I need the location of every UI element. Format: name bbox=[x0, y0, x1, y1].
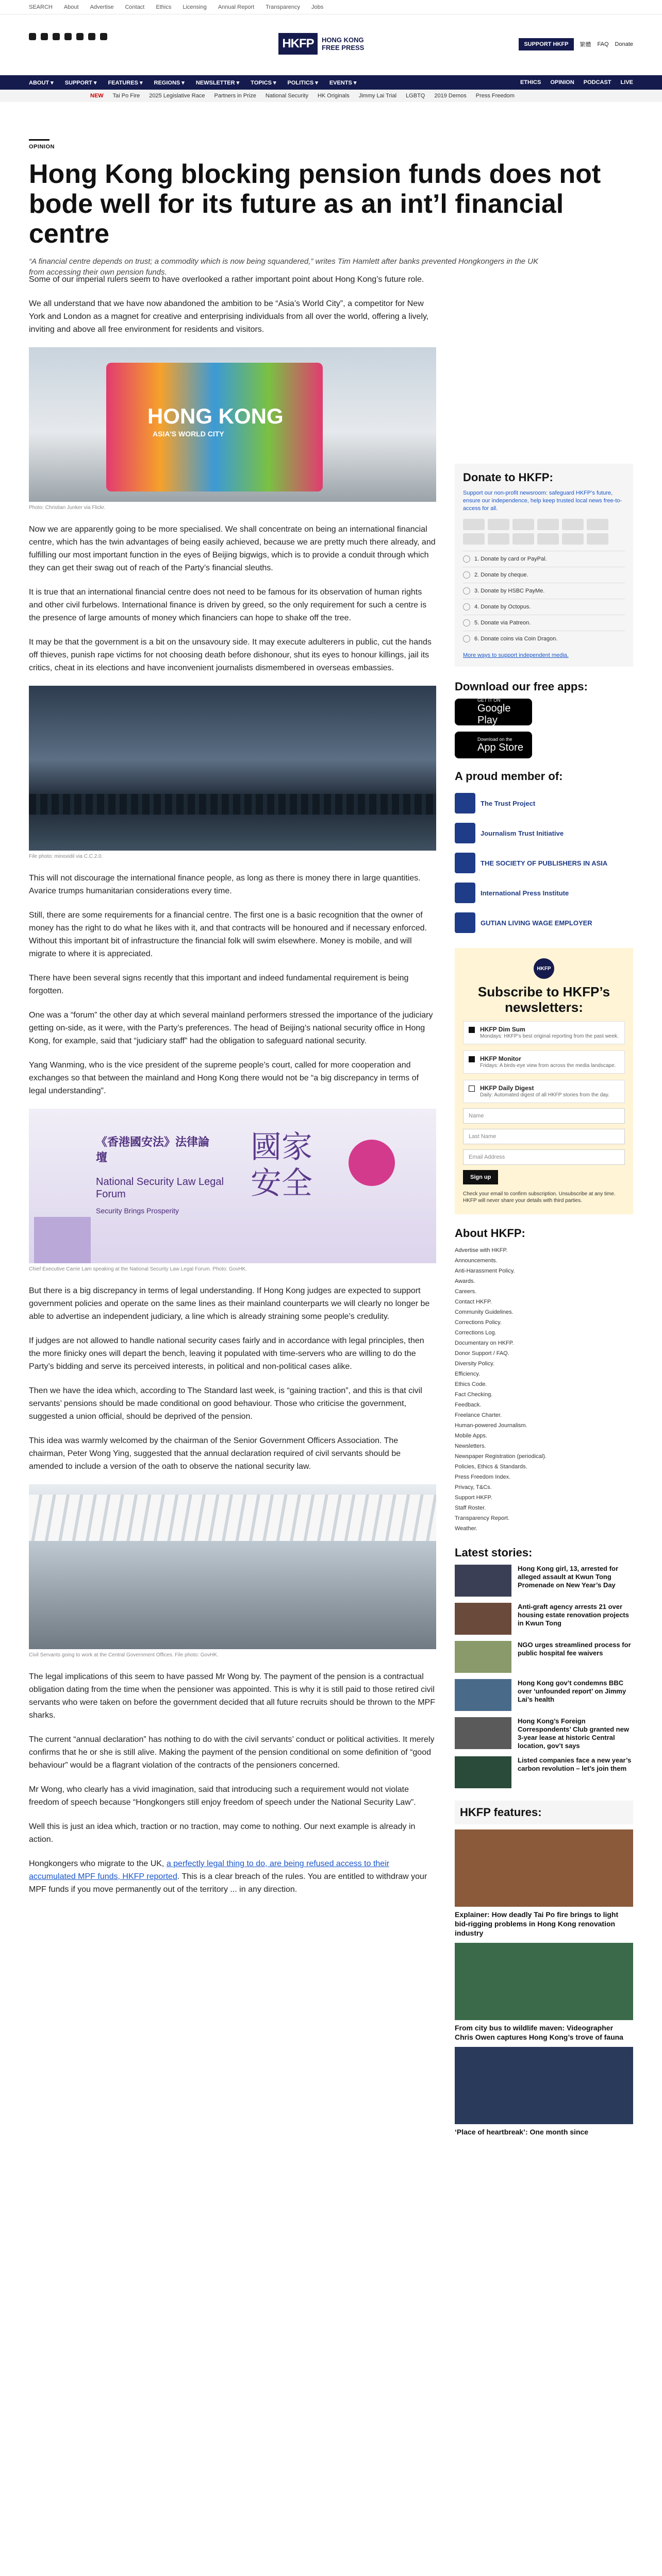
topbar-link-search[interactable]: SEARCH bbox=[29, 4, 53, 10]
bauhinia-flower bbox=[349, 1140, 395, 1186]
newsletter-desc: Daily: Automated digest of all HKFP stories from the day. bbox=[480, 1092, 609, 1098]
donate-option[interactable]: 5. Donate via Patreon. bbox=[463, 615, 625, 631]
member-logo-icon bbox=[455, 912, 475, 933]
article-figure bbox=[29, 686, 436, 859]
about-section bbox=[455, 1227, 633, 1534]
canopy-structure bbox=[29, 1495, 436, 1541]
article-paragraph: Yang Wanming, who is the vice president of the supreme people’s court, called for more cooperation and exchanges so that between the mainland and Hong Kong there would not be “a big discrepancy in terms of legal understanding”. bbox=[29, 1061, 419, 1095]
feature-thumbnail[interactable] bbox=[455, 2047, 633, 2124]
sidebar bbox=[455, 464, 633, 2137]
amex-icon bbox=[512, 519, 534, 530]
latest-story[interactable] bbox=[455, 1756, 633, 1788]
feature-story[interactable] bbox=[455, 1829, 633, 1938]
story-thumbnail[interactable] bbox=[455, 1641, 511, 1673]
youtube-icon[interactable] bbox=[64, 33, 72, 40]
about-link[interactable]: Press Freedom Index. bbox=[455, 1474, 511, 1480]
about-link[interactable]: Careers. bbox=[455, 1289, 477, 1295]
top-utility-bar bbox=[0, 0, 662, 14]
story-title[interactable]: Anti-graft agency arrests 21 over housing estate renovation projects in Kwun Tong bbox=[518, 1603, 629, 1627]
subnav-item-tai-po-fire[interactable]: Tai Po Fire bbox=[112, 93, 140, 99]
app-store-label: App Store bbox=[477, 741, 523, 753]
donate-text: Support our non-profit newsroom: safeguard HKFP’s future, ensure our independence, help keep trusted local news free-to-access for all. bbox=[463, 490, 622, 512]
latest-story[interactable] bbox=[455, 1565, 633, 1597]
nav-item-topics[interactable]: TOPICS ▾ bbox=[251, 80, 276, 86]
member-name: GUTIAN LIVING WAGE EMPLOYER bbox=[481, 919, 592, 927]
article-paragraph: It may be that the government is a bit on the unsavoury side. It may execute adulterers in public, cut the hands off thieves, punish rape victims for not choosing death before dishonour, shut its eyes to honour killings, jail its critics, cheat in its elections and have inconvenient journalists dismembered in overseas embassies. bbox=[29, 638, 432, 672]
image-caption: Photo: Christian Junker via Flickr. bbox=[29, 505, 106, 511]
about-link[interactable]: Anti-Harassment Policy. bbox=[455, 1268, 515, 1274]
latest-story[interactable] bbox=[455, 1641, 633, 1673]
nav-item-features[interactable]: FEATURES ▾ bbox=[108, 80, 143, 86]
donate-option[interactable]: 2. Donate by cheque. bbox=[463, 567, 625, 583]
signup-button[interactable]: Sign up bbox=[463, 1170, 498, 1184]
about-link[interactable]: Support HKFP. bbox=[455, 1495, 492, 1501]
subnav-item-hk-originals[interactable]: HK Originals bbox=[317, 93, 350, 99]
members-section bbox=[455, 770, 633, 938]
member-logo[interactable] bbox=[455, 908, 633, 938]
topbar-link-contact[interactable]: Contact bbox=[125, 4, 145, 10]
article-paragraph: Then we have the idea which, according to The Standard last week, is “gaining traction”, and this is that civil servants’ pensions should be made conditional on good behaviour. Those who criticise the government, suggested a union official, should be deprived of the pension. bbox=[29, 1386, 422, 1421]
donate-more-link[interactable]: More ways to support independent media. bbox=[463, 652, 569, 658]
about-link[interactable]: Feedback. bbox=[455, 1402, 482, 1408]
about-link[interactable]: Contact HKFP. bbox=[455, 1299, 492, 1305]
faq-link[interactable]: FAQ bbox=[597, 41, 609, 47]
nav-right-opinion[interactable]: OPINION bbox=[550, 79, 574, 86]
nav-item-events[interactable]: EVENTS ▾ bbox=[329, 80, 357, 86]
member-logo[interactable] bbox=[455, 878, 633, 908]
story-thumbnail[interactable] bbox=[455, 1679, 511, 1711]
article-paragraph: Now we are apparently going to be more specialised. We shall concentrate on being an international financial centre, which has the twin advantages of being easily achieved, because we are pretty much there already, and fulfilling our most important function in the eyes of Beijing bigwigs, which is to provide a conduit through which they can get their swag out of reach of the Party’s financial sleuths. bbox=[29, 525, 436, 572]
about-link[interactable]: Weather. bbox=[455, 1526, 477, 1532]
payme-icon bbox=[587, 519, 608, 530]
rss-icon[interactable] bbox=[100, 33, 107, 40]
forum-title-english: National Security Law Legal Forum bbox=[96, 1176, 224, 1200]
forum-subtitle: Security Brings Prosperity bbox=[96, 1207, 179, 1215]
newsletter-box bbox=[455, 948, 633, 1214]
octopus-icon bbox=[463, 533, 485, 545]
member-logo-icon bbox=[455, 883, 475, 903]
feature-thumbnail[interactable] bbox=[455, 1829, 633, 1907]
subnav-item-2025-legislative-race[interactable]: 2025 Legislative Race bbox=[149, 93, 205, 99]
newsletter-name: HKFP Monitor bbox=[480, 1055, 521, 1062]
article-figure bbox=[29, 347, 436, 511]
newsletter-option[interactable] bbox=[463, 1050, 625, 1074]
about-link[interactable]: Privacy, T&Cs. bbox=[455, 1484, 492, 1490]
main-nav bbox=[0, 75, 662, 90]
donate-option[interactable]: 4. Donate by Octopus. bbox=[463, 599, 625, 615]
nav-item-support[interactable]: SUPPORT ▾ bbox=[64, 80, 97, 86]
about-link[interactable]: Corrections Policy. bbox=[455, 1319, 502, 1326]
image-caption: Civil Servants going to work at the Central Government Offices. File photo: GovHK. bbox=[29, 1652, 219, 1658]
topbar-link-transparency[interactable]: Transparency bbox=[266, 4, 300, 10]
mastercard-icon bbox=[488, 519, 509, 530]
article-title: Hong Kong blocking pension funds does not bode well for its future as an int’l financial centre bbox=[29, 159, 601, 249]
about-link[interactable]: Staff Roster. bbox=[455, 1505, 486, 1511]
latest-title: Latest stories: bbox=[455, 1546, 533, 1559]
instagram-icon[interactable] bbox=[53, 33, 60, 40]
newsletter-badge: HKFP bbox=[534, 958, 554, 979]
newsletter-field-name[interactable]: Name bbox=[463, 1108, 625, 1124]
feature-story[interactable] bbox=[455, 2047, 633, 2137]
twitter-icon[interactable] bbox=[29, 33, 36, 40]
about-link[interactable]: Fact Checking. bbox=[455, 1392, 493, 1398]
donate-option[interactable]: 3. Donate by HSBC PayMe. bbox=[463, 583, 625, 599]
google-play-small: GET IT ON bbox=[477, 698, 501, 703]
article-paragraph: Well this is just an idea which, traction or no traction, may come to nothing. Our next example is already in action. bbox=[29, 1822, 416, 1844]
story-thumbnail[interactable] bbox=[455, 1565, 511, 1597]
article-figure bbox=[29, 1484, 436, 1658]
about-link[interactable]: Awards. bbox=[455, 1278, 475, 1284]
subnav-item-jimmy-lai-trial[interactable]: Jimmy Lai Trial bbox=[358, 93, 397, 99]
article-paragraph: The current “annual declaration” has nothing to do with the civil servants’ conduct or political activities. It merely confirms that he or she is still alive. Making the payment of the pension conditional on some definition of “good behaviour” would be a flagrant violation of the contracts of the pensioners concerned. bbox=[29, 1735, 435, 1770]
nav-right-live[interactable]: LIVE bbox=[620, 79, 633, 86]
tram-illustration bbox=[106, 363, 323, 492]
member-logo[interactable] bbox=[455, 788, 633, 818]
subnav-item-lgbtq[interactable]: LGBTQ bbox=[406, 93, 425, 99]
app-store-small: Download on the bbox=[477, 736, 512, 742]
about-link[interactable]: Diversity Policy. bbox=[455, 1361, 494, 1367]
donate-option[interactable]: 1. Donate by card or PayPal. bbox=[463, 551, 625, 567]
donate-title: Donate to HKFP: bbox=[463, 471, 553, 484]
subnav-item-national-security[interactable]: National Security bbox=[265, 93, 308, 99]
image-caption: File photo: minoxidil via C.C.2.0. bbox=[29, 854, 103, 859]
about-link[interactable]: Corrections Log. bbox=[455, 1330, 496, 1336]
inline-link[interactable]: a perfectly legal thing to do, are being refused access to their accumulated MPF funds, HKFP reported bbox=[29, 1859, 390, 1881]
about-link[interactable]: Human-powered Journalism. bbox=[455, 1422, 527, 1429]
nav-item-politics[interactable]: POLITICS ▾ bbox=[287, 80, 318, 86]
features-title: HKFP features: bbox=[455, 1801, 633, 1824]
topbar-link-annual-report[interactable]: Annual Report bbox=[218, 4, 255, 10]
story-thumbnail[interactable] bbox=[455, 1603, 511, 1635]
telegram-icon[interactable] bbox=[88, 33, 95, 40]
article-image[interactable] bbox=[29, 347, 436, 502]
about-link[interactable]: Efficiency. bbox=[455, 1371, 481, 1377]
skyline-silhouette bbox=[29, 794, 436, 815]
member-name: THE SOCIETY OF PUBLISHERS IN ASIA bbox=[481, 859, 608, 867]
member-logo-icon bbox=[455, 853, 475, 873]
newsletter-checkbox[interactable] bbox=[469, 1027, 475, 1033]
linkedin-icon[interactable] bbox=[76, 33, 84, 40]
image-caption: Chief Executive Carrie Lam speaking at the National Security Law Legal Forum. Photo: GovHK. bbox=[29, 1266, 247, 1272]
donate-box bbox=[455, 464, 633, 667]
article-paragraph: But there is a big discrepancy in terms of legal understanding. If Hong Kong judges are expected to support government policies and operate on the same lines as their mainland counterparts we will clearly no longer be able to advertise an independent judiciary, a line which is already straining some people’s credulity. bbox=[29, 1286, 430, 1321]
newsletter-option[interactable] bbox=[463, 1021, 625, 1044]
article-body bbox=[29, 273, 436, 1907]
newsletter-desc: Fridays: A birds-eye view from across the media landscape. bbox=[480, 1063, 616, 1069]
about-link[interactable]: Ethics Code. bbox=[455, 1381, 487, 1387]
about-link[interactable]: Mobile Apps. bbox=[455, 1433, 487, 1439]
article-paragraph: There have been several signs recently that this important and indeed fundamental requirement is being forgotten. bbox=[29, 974, 409, 995]
article-paragraph: Still, there are some requirements for a financial centre. The first one is a basic recognition that the owner of money has the right to do what he likes with it, and that contracts will be honoured and if necessary enforced. Without this important bit of infrastructure the financial folk will swim elsewhere. Money is mobile, and will migrate to where it is appreciated. bbox=[29, 911, 427, 958]
newsletter-name: HKFP Daily Digest bbox=[480, 1084, 534, 1092]
social-icons bbox=[29, 33, 107, 40]
nav-right-ethics[interactable]: ETHICS bbox=[520, 79, 541, 86]
members-title: A proud member of: bbox=[455, 770, 563, 783]
sub-nav bbox=[0, 90, 662, 102]
story-title[interactable]: Hong Kong’s Foreign Correspondents’ Club granted new 3-year lease at historic Central location, gov’t says bbox=[518, 1717, 629, 1750]
latest-story[interactable] bbox=[455, 1679, 633, 1711]
article-paragraph: If judges are not allowed to handle national security cases fairly and in accordance with legal principles, then the more finicky ones will depart the bench, leaving it populated with time-servers who are willing to do the Party’s bidding and serve its perceived interests, in political and non-political cases alike. bbox=[29, 1336, 424, 1371]
story-title[interactable]: NGO urges streamlined process for public hospital fee waivers bbox=[518, 1641, 631, 1657]
tram-banner-subtext: ASIA'S WORLD CITY bbox=[153, 430, 224, 438]
topbar-link-advertise[interactable]: Advertise bbox=[90, 4, 114, 10]
visa-icon bbox=[463, 519, 485, 530]
article-header bbox=[29, 139, 633, 278]
article-paragraph: Hongkongers who migrate to the UK, a perfectly legal thing to do, are being refused access to their accumulated MPF funds, HKFP reported. This is a clear breach of the rules. You are entitled to withdraw your MPF funds if you move permanently out of the territory ... in any direction. bbox=[29, 1859, 427, 1894]
google-play-label: Google Play bbox=[477, 703, 511, 726]
nav-item-newsletter[interactable]: NEWSLETTER ▾ bbox=[195, 80, 240, 86]
article-paragraph: Mr Wong, who clearly has a vivid imagination, said that introducing such a requirement would not violate freedom of speech because “Hongkongers still enjoy freedom of speech under the National Security Law”. bbox=[29, 1785, 416, 1807]
nav-item-about[interactable]: ABOUT ▾ bbox=[29, 80, 54, 86]
about-title: About HKFP: bbox=[455, 1227, 525, 1240]
article-paragraph: It is true that an international financial centre does not need to be famous for its observation of human rights and other civil furbelows. International finance is driven by greed, so the only requirement for such a centre is the presence of large amounts of money which financiers can hope to shake off the tree. bbox=[29, 588, 427, 622]
newsletter-field-email-address[interactable]: Email Address bbox=[463, 1149, 625, 1165]
forum-title-chinese: 《香港國安法》法律論壇 bbox=[96, 1136, 210, 1164]
about-link[interactable]: Policies, Ethics & Standards. bbox=[455, 1464, 527, 1470]
podium bbox=[34, 1217, 91, 1263]
feature-title[interactable]: ‘Place of heartbreak’: One month since bbox=[455, 2128, 589, 2136]
article-paragraph: The legal implications of this seem to have passed Mr Wong by. The payment of the pension is a contractual obligation dating from the time when the pensioner was appointed. This is why it is still paid to those retired civil servants who were taken on before the government decided that all future recruits should be thrown to the MPF sharks. bbox=[29, 1672, 435, 1720]
subnav-item-partners-in-prize[interactable]: Partners in Prize bbox=[214, 93, 256, 99]
app-store-button[interactable] bbox=[455, 732, 532, 758]
article-paragraph: We all understand that we have now abandoned the ambition to be “Asia’s World City”, a competitor for New York and London as a magnet for creative and enterprising individuals from all over the world, offering a lively, inviting and above all free environment for residents and visitors. bbox=[29, 299, 429, 334]
member-logo[interactable] bbox=[455, 848, 633, 878]
member-logo-icon bbox=[455, 823, 475, 843]
story-thumbnail[interactable] bbox=[455, 1717, 511, 1749]
tram-banner-text: HONG KONG bbox=[147, 404, 284, 428]
latest-story[interactable] bbox=[455, 1717, 633, 1750]
facebook-icon[interactable] bbox=[41, 33, 48, 40]
feature-story[interactable] bbox=[455, 1943, 633, 2042]
newsletter-name: HKFP Dim Sum bbox=[480, 1026, 525, 1033]
new-badge: NEW bbox=[90, 93, 104, 99]
forum-calligraphy: 國家安全 bbox=[251, 1129, 312, 1201]
apps-title: Download our free apps: bbox=[455, 680, 588, 693]
feature-title[interactable]: From city bus to wildlife maven: Videographer Chris Owen captures Hong Kong’s trove of fauna bbox=[455, 2024, 623, 2041]
nav-item-regions[interactable]: REGIONS ▾ bbox=[154, 80, 185, 86]
site-logo[interactable] bbox=[278, 27, 385, 60]
unionpay-icon bbox=[562, 519, 584, 530]
topbar-link-jobs[interactable]: Jobs bbox=[311, 4, 324, 10]
google-play-button[interactable] bbox=[455, 699, 532, 725]
bitcoin-icon bbox=[562, 533, 584, 545]
donate-option[interactable]: 6. Donate coins via Coin Dragon. bbox=[463, 631, 625, 647]
about-link[interactable]: Community Guidelines. bbox=[455, 1309, 514, 1315]
article-paragraph: Some of our imperial rulers seem to have overlooked a rather important point about Hong Kong’s future role. bbox=[29, 275, 424, 284]
subnav-item-press-freedom[interactable]: Press Freedom bbox=[475, 93, 515, 99]
google-pay-icon bbox=[512, 533, 534, 545]
nav-right-podcast[interactable]: PODCAST bbox=[583, 79, 611, 86]
article-paragraph: This idea was warmly welcomed by the chairman of the Senior Government Officers Association. The chairman, Peter Wong Ying, suggested that the annual declaration required of civil servants should be amended to include a version of the oath to observe the national security law. bbox=[29, 1436, 401, 1471]
language-link[interactable]: 繁體 bbox=[580, 42, 591, 48]
apps-section bbox=[455, 680, 633, 758]
topbar-link-about[interactable]: About bbox=[63, 4, 79, 10]
story-title[interactable]: Hong Kong girl, 13, arrested for alleged assault at Kwun Tong Promenade on New Year’s Day bbox=[518, 1565, 619, 1589]
member-name: International Press Institute bbox=[481, 889, 569, 897]
donate-link[interactable]: Donate bbox=[615, 41, 633, 47]
article-paragraph: This will not discourage the international finance people, as long as there is money there in large quantities. Avarice trumps humanitarian considerations every time. bbox=[29, 874, 421, 895]
about-link[interactable]: Newspaper Registration (periodical). bbox=[455, 1453, 547, 1460]
site-header bbox=[0, 14, 662, 75]
apple-pay-icon bbox=[488, 533, 509, 545]
story-title[interactable]: Hong Kong gov’t condemns BBC over ‘unfounded report’ on Jimmy Lai’s health bbox=[518, 1679, 626, 1703]
latest-story[interactable] bbox=[455, 1603, 633, 1635]
member-logo-icon bbox=[455, 793, 475, 814]
support-button[interactable]: SUPPORT HKFP bbox=[519, 38, 573, 50]
topbar-link-ethics[interactable]: Ethics bbox=[156, 4, 172, 10]
newsletter-title: Subscribe to HKFP’s newsletters: bbox=[477, 984, 610, 1015]
article-image[interactable] bbox=[29, 686, 436, 851]
story-thumbnail[interactable] bbox=[455, 1756, 511, 1788]
latest-section bbox=[455, 1546, 633, 1788]
about-link[interactable]: Announcements. bbox=[455, 1258, 498, 1264]
payment-icons bbox=[463, 519, 625, 545]
logo-text: HONG KONG FREE PRESS bbox=[322, 36, 365, 52]
logo-mark: HKFP bbox=[278, 33, 318, 55]
about-link[interactable]: Documentary on HKFP. bbox=[455, 1340, 514, 1346]
newsletter-checkbox[interactable] bbox=[469, 1086, 475, 1092]
member-logo[interactable] bbox=[455, 818, 633, 848]
cheque-icon bbox=[587, 533, 608, 545]
about-link[interactable]: Freelance Charter. bbox=[455, 1412, 502, 1418]
article-figure bbox=[29, 1109, 436, 1272]
article-image[interactable] bbox=[29, 1484, 436, 1649]
article-standfirst: “A financial centre depends on trust; a commodity which is now being squandered,” writes Tim Hamlett after banks prevented Hongkongers in the UK from accessing their own pension funds. bbox=[29, 257, 539, 277]
newsletter-desc: Mondays: HKFP’s best original reporting from the past week. bbox=[480, 1033, 619, 1039]
story-title[interactable]: Listed companies face a new year’s carbon revolution – let’s join them bbox=[518, 1756, 632, 1772]
feature-title[interactable]: Explainer: How deadly Tai Po fire brings to light bid-rigging problems in Hong Kong renovation industry bbox=[455, 1910, 619, 1937]
article-paragraph: One was a “forum” the other day at which several mainland performers stressed the importance of the judiciary getting on-side, as it were, with the Party’s preferences. The head of Beijing’s national security office in Hong Kong, for example, said that “judiciary staff” had the obligation to safeguard national security. bbox=[29, 1011, 433, 1045]
patreon-icon bbox=[537, 533, 559, 545]
subnav-item-2019-demos[interactable]: 2019 Demos bbox=[434, 93, 467, 99]
category-kicker[interactable]: OPINION bbox=[29, 139, 49, 150]
newsletter-checkbox[interactable] bbox=[469, 1056, 475, 1062]
newsletter-option[interactable] bbox=[463, 1080, 625, 1103]
topbar-link-licensing[interactable]: Licensing bbox=[183, 4, 207, 10]
article-image[interactable] bbox=[29, 1109, 436, 1263]
about-link[interactable]: Donor Support / FAQ. bbox=[455, 1350, 509, 1357]
member-name: Journalism Trust Initiative bbox=[481, 829, 564, 837]
newsletter-note: Check your email to confirm subscription. Unsubscribe at any time. HKFP will never share your details with third parties. bbox=[463, 1191, 616, 1204]
about-link[interactable]: Advertise with HKFP. bbox=[455, 1247, 508, 1253]
feature-thumbnail[interactable] bbox=[455, 1943, 633, 2020]
about-link[interactable]: Newsletters. bbox=[455, 1443, 486, 1449]
about-link[interactable]: Transparency Report. bbox=[455, 1515, 509, 1521]
features-section bbox=[455, 1801, 633, 2137]
newsletter-field-last-name[interactable]: Last Name bbox=[463, 1129, 625, 1144]
paypal-icon bbox=[537, 519, 559, 530]
member-name: The Trust Project bbox=[481, 799, 536, 807]
